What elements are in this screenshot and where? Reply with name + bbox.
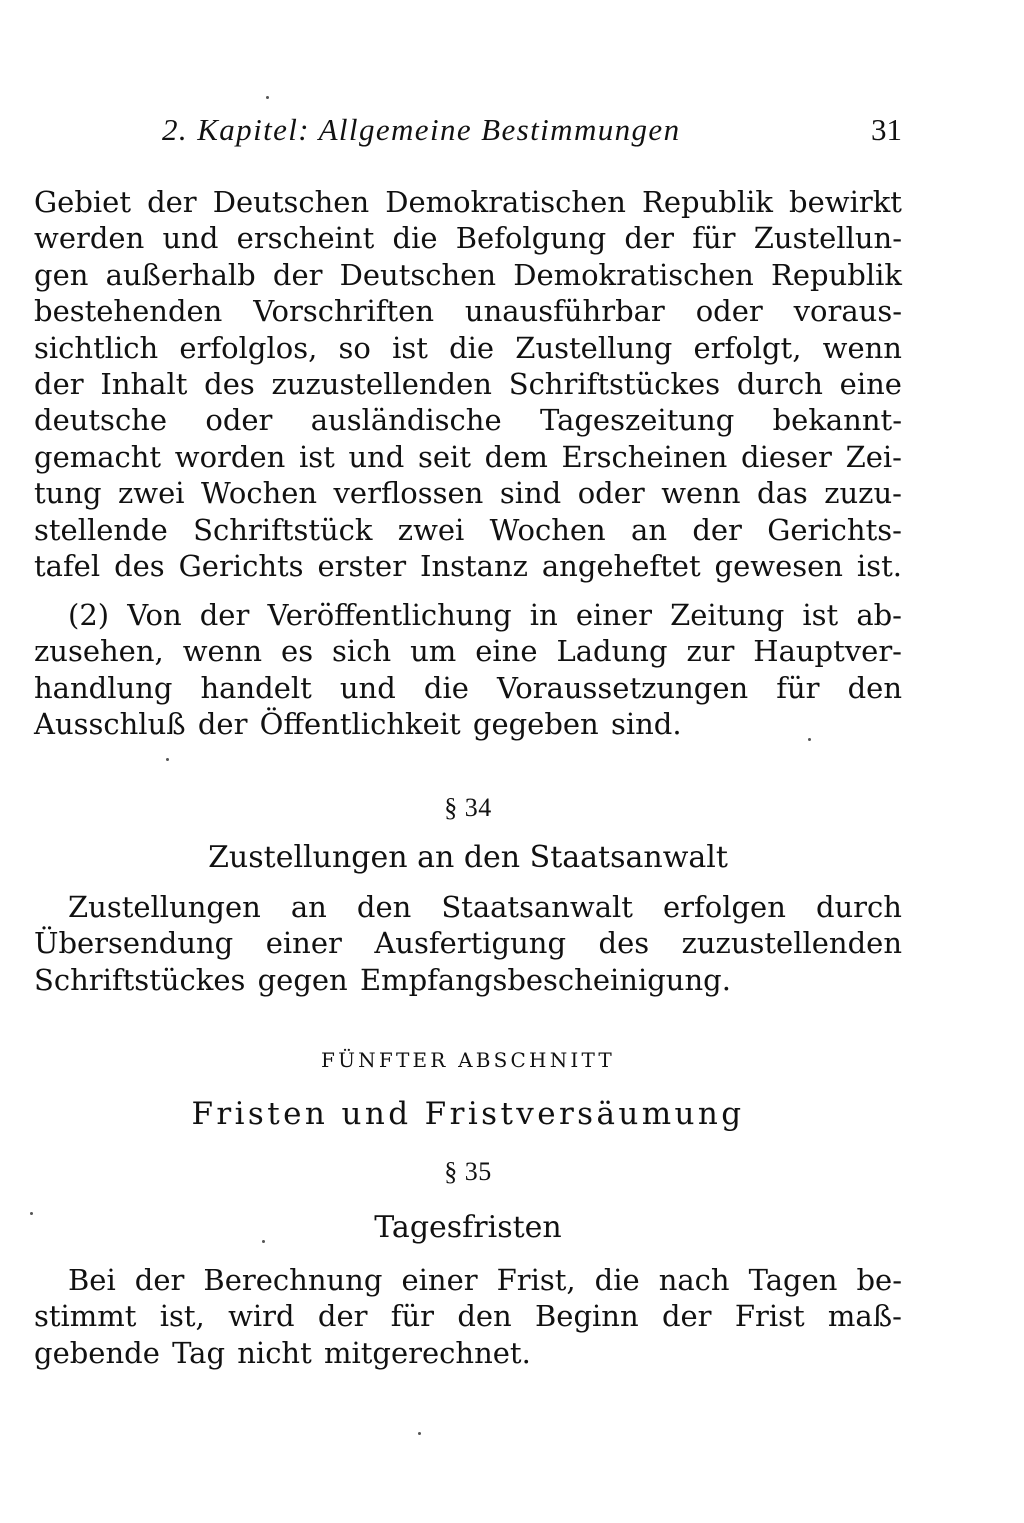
text-line xyxy=(34,597,902,633)
word: wird xyxy=(228,1299,295,1334)
word: Beginn xyxy=(535,1299,639,1334)
text-line xyxy=(34,633,902,669)
word: verflossen xyxy=(333,476,484,511)
subsection-2-lines xyxy=(34,597,902,743)
part-5-label: FÜNFTER ABSCHNITT xyxy=(321,1048,615,1072)
word: tafel xyxy=(34,548,101,583)
word: bestehenden xyxy=(34,294,223,329)
word: gebende Tag nicht mitgerechnet. xyxy=(34,1335,531,1370)
word: handelt xyxy=(200,670,312,705)
word: be- xyxy=(856,1263,902,1297)
word: Zeitung xyxy=(670,598,785,632)
word: ist xyxy=(392,330,428,365)
section-35-body xyxy=(34,1262,902,1371)
word: das xyxy=(757,476,808,511)
word: es xyxy=(281,634,314,669)
text-line xyxy=(34,475,902,511)
word: ist. xyxy=(856,548,902,583)
word: um xyxy=(410,634,457,669)
word: Vorschriften xyxy=(253,294,435,329)
word: für xyxy=(776,670,820,705)
section-34-body xyxy=(34,889,902,998)
print-speck xyxy=(166,758,169,761)
word: Bei xyxy=(68,1263,116,1297)
word: Inhalt xyxy=(100,366,188,401)
word: des xyxy=(204,366,255,401)
word: Gerichts- xyxy=(767,512,902,547)
word: die xyxy=(594,1263,640,1297)
word: worden xyxy=(174,439,286,474)
print-speck xyxy=(30,1212,33,1215)
word: erfolgt, xyxy=(693,330,802,365)
word: wenn xyxy=(822,330,902,365)
section-34-title: Zustellungen an den Staatsanwalt xyxy=(208,840,728,875)
paragraph-33-continuation xyxy=(34,184,902,584)
word: Ausfertigung xyxy=(374,926,567,961)
paragraph-33-subsection-2 xyxy=(34,597,902,743)
word: der xyxy=(147,185,197,219)
word: ist, xyxy=(159,1299,205,1334)
word: der xyxy=(317,1299,368,1334)
word: maß- xyxy=(827,1299,902,1334)
word: Deutschen xyxy=(212,185,370,219)
word: Zustellun- xyxy=(753,221,902,256)
text-line xyxy=(34,706,902,742)
word: Schriftstück xyxy=(193,512,373,547)
word: ist xyxy=(802,598,839,632)
word: angeheftet xyxy=(541,548,701,583)
word: Voraussetzungen xyxy=(496,670,749,705)
word: die xyxy=(423,670,469,705)
word: Frist xyxy=(734,1299,805,1334)
word: so xyxy=(338,330,371,365)
word: wenn xyxy=(182,634,263,669)
word: zuzustellenden xyxy=(681,926,902,961)
word: Veröffentlichung xyxy=(267,598,512,632)
word: sich xyxy=(332,634,392,669)
word: ist xyxy=(298,439,335,474)
text-line xyxy=(34,962,902,998)
text-line xyxy=(34,1335,902,1371)
word: gewesen xyxy=(714,548,843,583)
word: erscheint xyxy=(236,221,375,256)
word: und xyxy=(162,221,219,256)
word: einer xyxy=(401,1263,478,1297)
word: an xyxy=(631,512,667,547)
text-line xyxy=(34,512,902,548)
word: Wochen xyxy=(201,476,318,511)
text-line xyxy=(34,1298,902,1334)
word: sind xyxy=(499,476,562,511)
word: Hauptver- xyxy=(753,634,902,669)
word: Schriftstückes xyxy=(508,366,721,401)
word: nach xyxy=(658,1263,730,1297)
word: Befolgung xyxy=(455,221,607,256)
word: gen xyxy=(34,257,89,292)
paragraph-33-lines xyxy=(34,184,902,584)
word: an xyxy=(290,890,327,924)
word: zwei xyxy=(118,476,185,511)
text-line xyxy=(34,548,902,584)
word: der xyxy=(272,257,323,292)
section-35-mark: § 35 xyxy=(444,1157,492,1186)
word: Demokratischen xyxy=(385,185,626,219)
running-title: 2. Kapitel: Allgemeine Bestimmungen xyxy=(162,112,681,147)
word: Gerichts xyxy=(178,548,304,583)
word: oder xyxy=(695,294,763,329)
text-line xyxy=(34,366,902,402)
word: ausländische xyxy=(310,403,502,438)
word: der xyxy=(661,1299,712,1334)
word: Übersendung xyxy=(34,926,234,961)
word: Gebiet xyxy=(34,185,131,219)
word: des xyxy=(598,926,650,961)
word: unausführbar xyxy=(464,294,665,329)
word: deutsche xyxy=(34,403,168,438)
word: Zustellung xyxy=(515,330,673,365)
word: bewirkt xyxy=(789,185,902,219)
text-line xyxy=(34,670,902,706)
word: der xyxy=(34,366,84,401)
word: einer xyxy=(265,926,342,961)
text-line xyxy=(34,220,902,256)
word: eine xyxy=(475,634,538,669)
word: Ausschluß der Öffentlichkeit gegeben sind. xyxy=(34,707,682,742)
word: sichtlich xyxy=(34,330,159,365)
word: den xyxy=(356,890,412,924)
word: Ladung xyxy=(556,634,668,669)
part-5-title: Fristen und Fristversäumung xyxy=(191,1096,745,1132)
word: erster xyxy=(317,548,407,583)
word: Staatsanwalt xyxy=(441,890,633,924)
text-line xyxy=(34,330,902,366)
text-line xyxy=(34,293,902,329)
word: voraus- xyxy=(793,294,902,329)
word: Berechnung xyxy=(203,1263,383,1297)
word: dieser xyxy=(741,439,832,474)
word: für xyxy=(692,221,736,256)
text-line xyxy=(34,889,902,925)
text-line xyxy=(34,925,902,961)
word: Zei- xyxy=(845,439,902,474)
print-speck xyxy=(266,96,269,99)
text-line xyxy=(34,402,902,438)
print-speck xyxy=(262,1240,265,1243)
word: Republik xyxy=(642,185,773,219)
word: außerhalb xyxy=(105,257,256,292)
word: Tageszeitung xyxy=(539,403,735,438)
word: gemacht xyxy=(34,439,162,474)
word: Republik xyxy=(771,257,902,292)
word: in xyxy=(529,598,558,632)
word: Demokratischen xyxy=(513,257,754,292)
word: die xyxy=(392,221,438,256)
word: (2) xyxy=(68,598,110,632)
word: den xyxy=(457,1299,512,1334)
word: werden xyxy=(34,221,145,256)
section-35-title: Tagesfristen xyxy=(374,1210,562,1245)
word: stellende xyxy=(34,512,168,547)
text-line xyxy=(34,1262,902,1298)
print-speck xyxy=(808,738,811,741)
word: zuzu- xyxy=(824,476,902,511)
word: Zustellungen xyxy=(68,890,261,924)
word: der xyxy=(199,598,250,632)
word: Von xyxy=(127,598,182,632)
word: Tagen xyxy=(748,1263,838,1297)
word: oder xyxy=(205,403,273,438)
word: zusehen, xyxy=(34,634,164,669)
word: oder xyxy=(577,476,645,511)
word: der xyxy=(134,1263,185,1297)
word: stimmt xyxy=(34,1299,137,1334)
word: zur xyxy=(686,634,735,669)
word: Deutschen xyxy=(339,257,497,292)
word: eine xyxy=(839,366,902,401)
word: wenn xyxy=(661,476,741,511)
word: dem xyxy=(484,439,548,474)
word: Erscheinen xyxy=(561,439,728,474)
word: ab- xyxy=(856,598,902,632)
word: den xyxy=(847,670,902,705)
word: die xyxy=(449,330,495,365)
word: Wochen xyxy=(489,512,606,547)
word: und xyxy=(339,670,396,705)
section-34-mark: § 34 xyxy=(444,793,492,822)
word: handlung xyxy=(34,670,173,705)
word: des xyxy=(114,548,165,583)
word: durch xyxy=(815,890,902,924)
word: der xyxy=(624,221,675,256)
word: erfolglos, xyxy=(179,330,318,365)
word: seit xyxy=(418,439,471,474)
word: und xyxy=(348,439,405,474)
page-number: 31 xyxy=(871,112,902,147)
word: zuzustellenden xyxy=(271,366,492,401)
section-34-lines xyxy=(34,889,902,998)
text-line xyxy=(34,439,902,475)
print-speck xyxy=(418,1432,421,1435)
running-head xyxy=(162,112,902,158)
text-line xyxy=(34,184,902,220)
word: für xyxy=(390,1299,435,1334)
word: erfolgen xyxy=(663,890,786,924)
word: tung xyxy=(34,476,102,511)
text-line xyxy=(34,257,902,293)
word: Frist, xyxy=(496,1263,576,1297)
word: der xyxy=(692,512,742,547)
word: einer xyxy=(575,598,652,632)
word: durch xyxy=(736,366,823,401)
word: Instanz xyxy=(420,548,528,583)
word: bekannt- xyxy=(772,403,902,438)
word: zwei xyxy=(397,512,465,547)
section-35-lines xyxy=(34,1262,902,1371)
word: Schriftstückes gegen Empfangsbescheinigung. xyxy=(34,962,731,997)
